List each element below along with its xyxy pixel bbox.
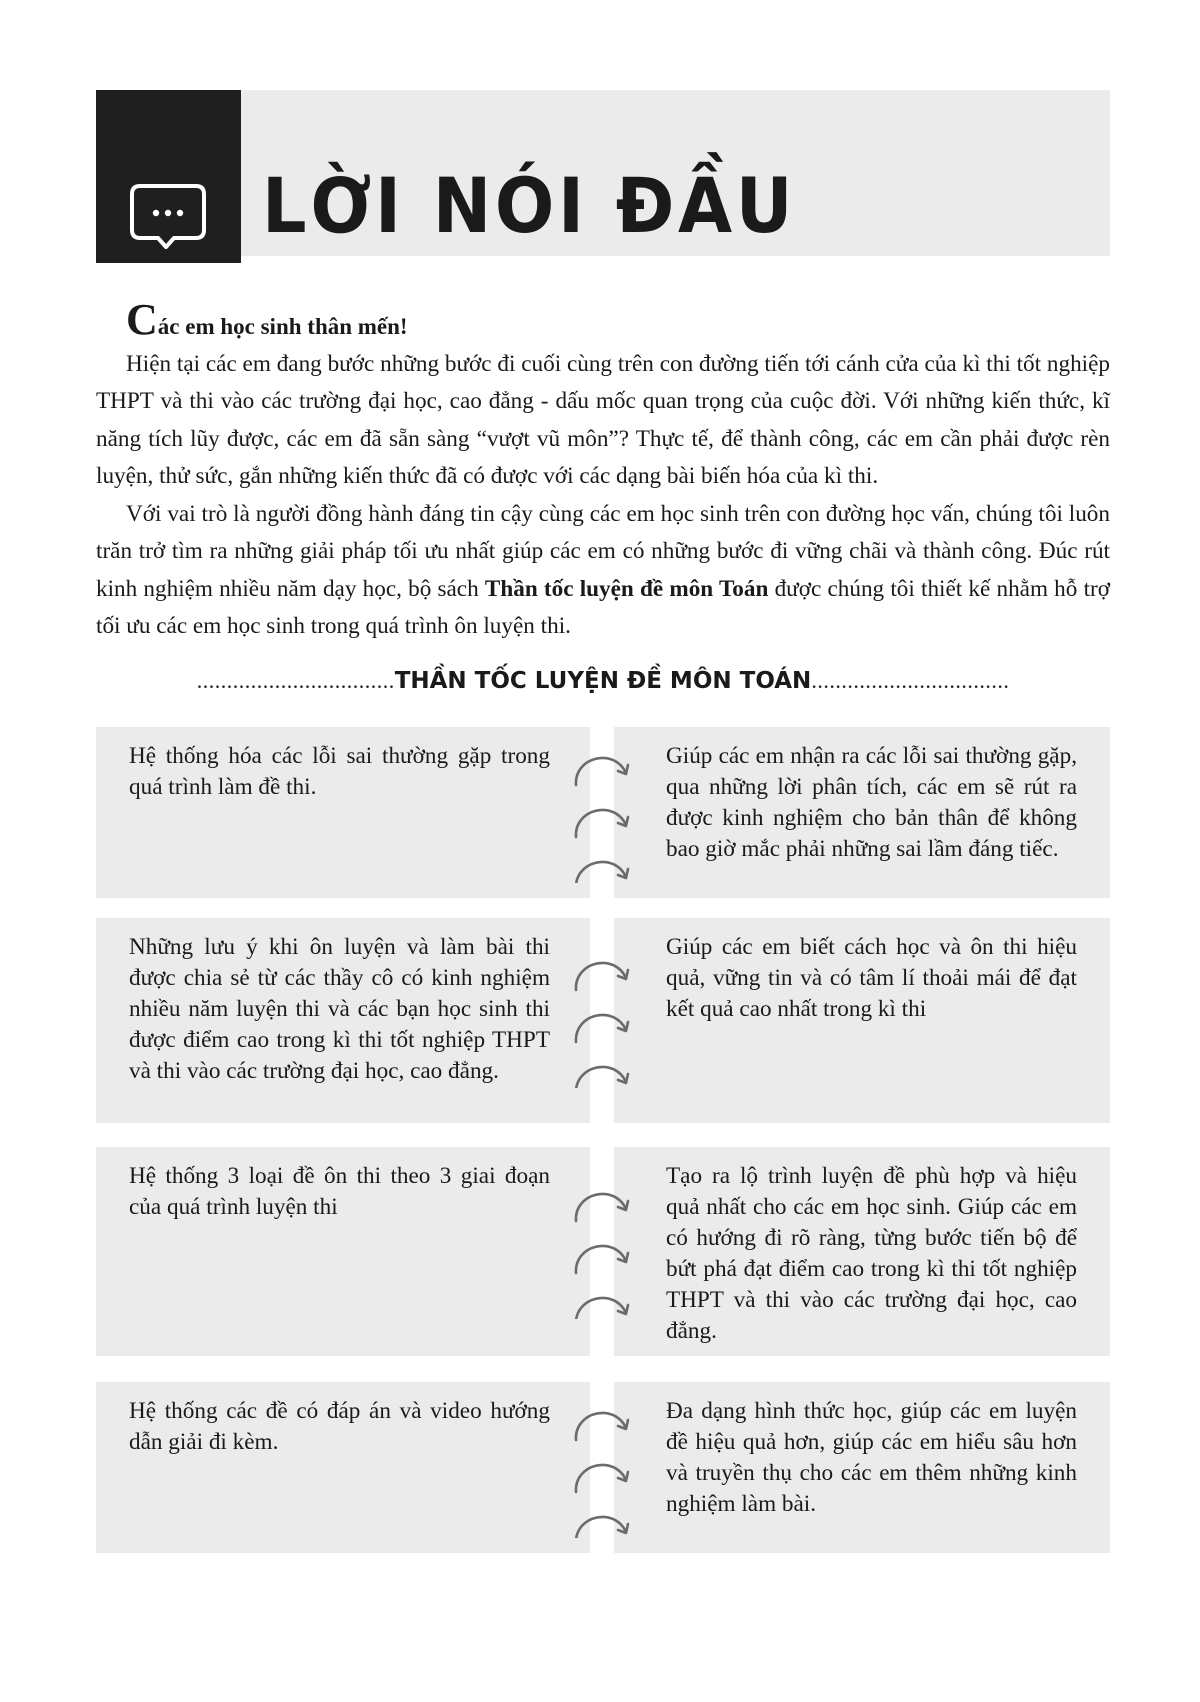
intro-paragraph-1: Hiện tại các em đang bước những bước đi cuối cùng trên con đường tiến tới cánh cửa của kì thi tốt nghiệp THPT và thi vào các trường đại học, cao đẳng - dấu mốc quan trọng của cuộc đời. Với những kiến thức, kĩ năng tích lũy được, các em đã sẵn sàng “vượt vũ môn”? Thực tế, để thành công, các em cần phải được rèn luyện, thử sức, gắn những kiến thức đã có được với các dạng bài biến hóa của kì thi. [96, 350, 1110, 489]
curved-arrow-icon [576, 1015, 628, 1042]
feature-row-4 [96, 1382, 1110, 1553]
greeting-rest: ác em học sinh thân mến! [157, 314, 408, 339]
section-title: THẦN TỐC LUYỆN ĐỀ MÔN TOÁN [394, 668, 812, 694]
section-dots-left: ................................. [196, 668, 395, 693]
intro-text [96, 295, 1110, 646]
intro-paragraph-2-end: được chúng tôi thiết kế nhằm hỗ trợ tối ưu các em học sinh trong quá trình ôn luyện thi. [96, 575, 1110, 639]
curved-arrow-icon [576, 758, 628, 785]
feature-cell: Những lưu ý khi ôn luyện và làm bài thi được chia sẻ từ các thầy cô có kinh nghiệm nhiều năm luyện thi và các bạn học sinh thi được điểm cao trong kì thi tốt nghiệp THPT và thi vào các trường đại học, cao đẳng. [96, 918, 590, 1123]
benefit-cell: Giúp các em biết cách học và ôn thi hiệu quả, vững tin và có tâm lí thoải mái để đạt kết quả cao nhất trong kì thi [614, 918, 1110, 1123]
curved-arrow-icon [576, 810, 628, 837]
curved-arrow-icon [576, 1246, 628, 1273]
curved-arrow-icon [576, 1194, 628, 1221]
speech-bubble-icon [128, 182, 208, 252]
feature-row-3 [96, 1147, 1110, 1356]
curved-arrows-icon [564, 948, 636, 1088]
book-title: Thần tốc luyện đề môn Toán [484, 575, 769, 602]
greeting [96, 295, 1110, 346]
header-icon-block [96, 90, 241, 263]
benefit-cell: Đa dạng hình thức học, giúp các em luyện đề hiệu quả hơn, giúp các em hiểu sâu hơn và truyền thụ cho các em thêm những kinh nghiệm làm bài. [614, 1382, 1110, 1553]
intro-paragraph-2 [96, 496, 1110, 646]
curved-arrows-icon [564, 1179, 636, 1319]
curved-arrow-icon [576, 1413, 628, 1440]
curved-arrow-icon [576, 1465, 628, 1492]
feature-cell: Hệ thống hóa các lỗi sai thường gặp trong quá trình làm đề thi. [96, 727, 590, 898]
feature-cell: Hệ thống 3 loại đề ôn thi theo 3 giai đoạn của quá trình luyện thi [96, 1147, 590, 1356]
section-heading [96, 668, 1110, 694]
section-dots-right: ................................. [811, 668, 1010, 693]
page-title: LỜI NÓI ĐẦU [262, 161, 797, 250]
curved-arrow-icon [576, 963, 628, 990]
benefit-cell: Giúp các em nhận ra các lỗi sai thường gặp, qua những lời phân tích, các em sẽ rút ra được kinh nghiệm cho bản thân để không bao giờ mắc phải những sai lầm đáng tiếc. [614, 727, 1110, 898]
feature-row-2 [96, 918, 1110, 1123]
curved-arrows-icon [564, 743, 636, 883]
benefit-cell: Tạo ra lộ trình luyện đề phù hợp và hiệu quả nhất cho các em học sinh. Giúp các em có hướng đi rõ ràng, từng bước tiến bộ để bứt phá đạt điểm cao trong kì thi tốt nghiệp THPT và thi vào các trường đại học, cao đẳng. [614, 1147, 1110, 1356]
feature-row-1 [96, 727, 1110, 898]
curved-arrow-icon [576, 1067, 628, 1088]
intro-paragraph-2-start: Với vai trò là người đồng hành đáng tin cậy cùng các em học sinh trên con đường học vấn, chúng tôi luôn trăn trở tìm ra những giải pháp tối ưu nhất giúp các em có những bước đi vững chãi và thành công. Đúc rút kinh nghiệm nhiều năm dạy học, bộ sách [96, 500, 1110, 602]
curved-arrow-icon [576, 1298, 628, 1319]
curved-arrow-icon [576, 1517, 628, 1538]
curved-arrows-icon [564, 1398, 636, 1538]
feature-cell: Hệ thống các đề có đáp án và video hướng dẫn giải đi kèm. [96, 1382, 590, 1553]
greeting-dropcap: C [126, 295, 158, 344]
curved-arrow-icon [576, 862, 628, 883]
